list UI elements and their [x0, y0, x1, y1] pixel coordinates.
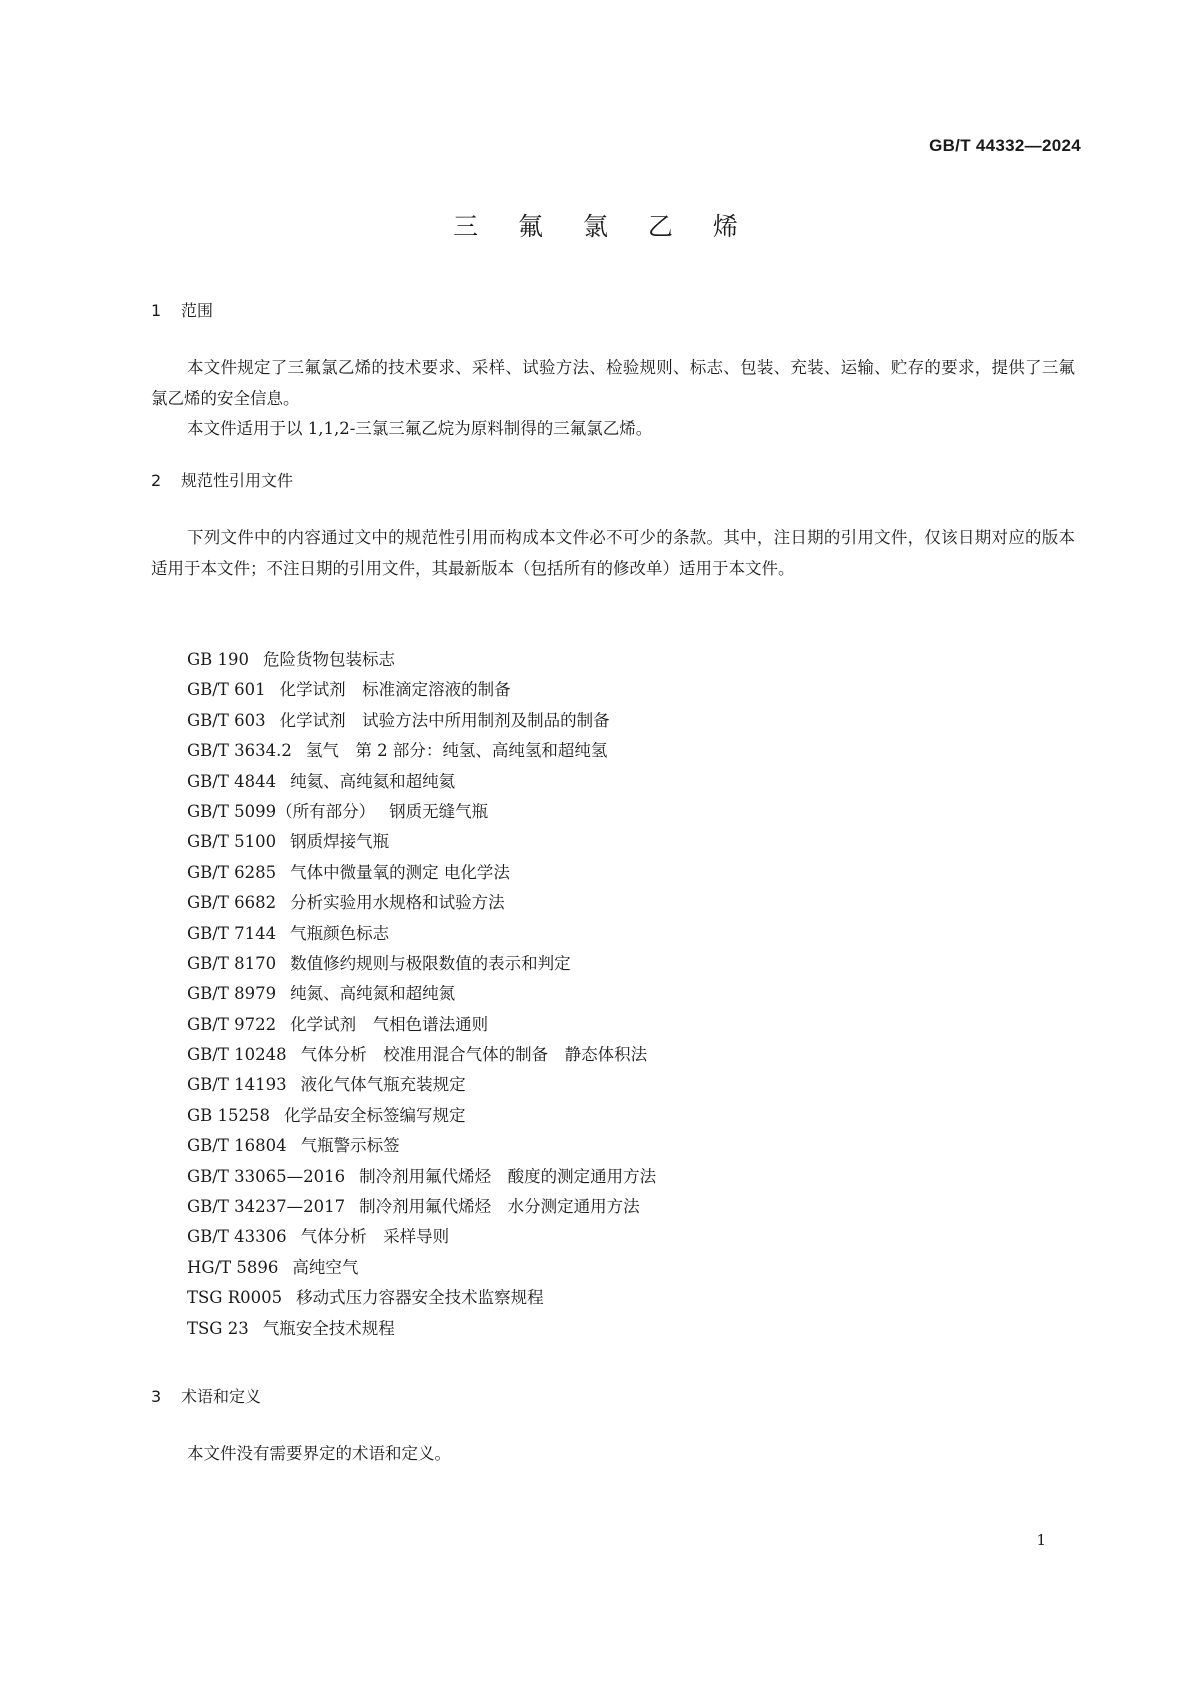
section-title: 范围 [181, 301, 214, 320]
paragraph: 本文件规定了三氟氯乙烯的技术要求、采样、试验方法、检验规则、标志、包装、充装、运输、贮存的要求，提供了三氟氯乙烯的安全信息。 [151, 358, 1075, 408]
section-title: 术语和定义 [181, 1387, 262, 1406]
reference-list [187, 645, 656, 1344]
section-heading-normative-references [151, 471, 293, 491]
reference-code: GB 15258 [187, 1105, 271, 1125]
reference-title: 制冷剂用氟代烯烃 酸度的测定通用方法 [359, 1166, 657, 1186]
reference-code: GB/T 6285 [187, 862, 277, 882]
reference-title: 化学试剂 气相色谱法通则 [290, 1014, 489, 1034]
reference-title: 移动式压力容器安全技术监察规程 [296, 1288, 544, 1308]
reference-title: 气体分析 采样导则 [300, 1227, 450, 1247]
list-item [187, 675, 656, 705]
list-item [187, 979, 656, 1009]
reference-code: TSG 23 [187, 1318, 249, 1338]
reference-title: 液化气体气瓶充装规定 [300, 1075, 466, 1095]
reference-title: 数值修约规则与极限数值的表示和判定 [290, 953, 571, 973]
page-number: 1 [1036, 1531, 1046, 1549]
reference-title: 分析实验用水规格和试验方法 [290, 893, 505, 913]
reference-title: 气瓶安全技术规程 [262, 1318, 395, 1338]
list-item [187, 797, 656, 827]
list-item [187, 858, 656, 888]
reference-code: GB/T 601 [187, 680, 266, 700]
list-item [187, 1070, 656, 1100]
reference-code: GB/T 5099（所有部分） [187, 801, 376, 821]
reference-code: HG/T 5896 [187, 1257, 279, 1277]
reference-code: GB/T 603 [187, 710, 266, 730]
section-number: 2 [151, 471, 162, 490]
reference-title: 化学试剂 试验方法中所用制剂及制品的制备 [279, 710, 610, 730]
reference-code: TSG R0005 [187, 1288, 283, 1308]
reference-code: GB/T 5100 [187, 832, 277, 852]
section-heading-scope [151, 301, 213, 321]
reference-code: GB/T 34237—2017 [187, 1197, 346, 1217]
reference-code: GB/T 8979 [187, 984, 277, 1004]
reference-code: GB/T 3634.2 [187, 741, 292, 761]
list-item [187, 1222, 656, 1252]
reference-title: 气体分析 校准用混合气体的制备 静态体积法 [300, 1045, 648, 1065]
paragraph: 本文件适用于以 1,1,2-三氯三氟乙烷为原料制得的三氟氯乙烯。 [187, 419, 653, 438]
reference-title: 化学试剂 标准滴定溶液的制备 [279, 680, 511, 700]
list-item [187, 1162, 656, 1192]
standard-code: GB/T 44332—2024 [929, 136, 1081, 155]
reference-code: GB/T 7144 [187, 923, 277, 943]
list-item [187, 1283, 656, 1313]
reference-code: GB 190 [187, 650, 250, 669]
paragraph: 本文件没有需要界定的术语和定义。 [187, 1444, 451, 1463]
reference-title: 纯氮、高纯氮和超纯氮 [290, 984, 456, 1004]
reference-title: 气瓶颜色标志 [290, 923, 390, 943]
list-item [187, 736, 656, 766]
reference-title: 化学品安全标签编写规定 [284, 1105, 466, 1125]
reference-title: 氢气 第 2 部分：纯氢、高纯氢和超纯氢 [305, 741, 608, 761]
document-title: 三 氟 氯 乙 烯 [453, 212, 754, 241]
reference-code: GB/T 6682 [187, 893, 277, 913]
list-item [187, 767, 656, 797]
list-item [187, 1192, 656, 1222]
section-number: 1 [151, 301, 162, 320]
list-item [187, 919, 656, 949]
reference-title: 钢质无缝气瓶 [389, 801, 489, 821]
list-item [187, 888, 656, 918]
section-number: 3 [151, 1387, 162, 1406]
list-item [187, 1314, 656, 1344]
list-item [187, 827, 656, 857]
list-item [187, 1101, 656, 1131]
reference-title: 钢质焊接气瓶 [290, 832, 390, 852]
section-heading-terms-and-definitions [151, 1387, 261, 1407]
section-title: 规范性引用文件 [181, 471, 294, 490]
paragraph: 下列文件中的内容通过文中的规范性引用而构成本文件必不可少的条款。其中，注日期的引用文件，仅该日期对应的版本适用于本文件；不注日期的引用文件，其最新版本（包括所有的修改单）适用于本文件。 [151, 528, 1075, 578]
list-item [187, 706, 656, 736]
reference-code: GB/T 33065—2016 [187, 1166, 346, 1186]
reference-code: GB/T 43306 [187, 1227, 287, 1247]
reference-title: 气体中微量氧的测定 电化学法 [290, 862, 510, 882]
reference-title: 制冷剂用氟代烯烃 水分测定通用方法 [359, 1197, 640, 1217]
reference-code: GB/T 4844 [187, 771, 277, 791]
reference-code: GB/T 16804 [187, 1136, 287, 1156]
list-item [187, 1010, 656, 1040]
reference-title: 气瓶警示标签 [300, 1136, 400, 1156]
list-item [187, 645, 656, 675]
list-item [187, 1131, 656, 1161]
reference-code: GB/T 10248 [187, 1045, 287, 1065]
reference-code: GB/T 9722 [187, 1014, 277, 1034]
list-item [187, 1040, 656, 1070]
list-item [187, 1253, 656, 1283]
reference-code: GB/T 14193 [187, 1075, 287, 1095]
list-item [187, 949, 656, 979]
reference-title: 高纯空气 [292, 1257, 359, 1277]
reference-code: GB/T 8170 [187, 953, 277, 973]
reference-title: 危险货物包装标志 [263, 650, 396, 669]
reference-title: 纯氦、高纯氦和超纯氦 [290, 771, 456, 791]
